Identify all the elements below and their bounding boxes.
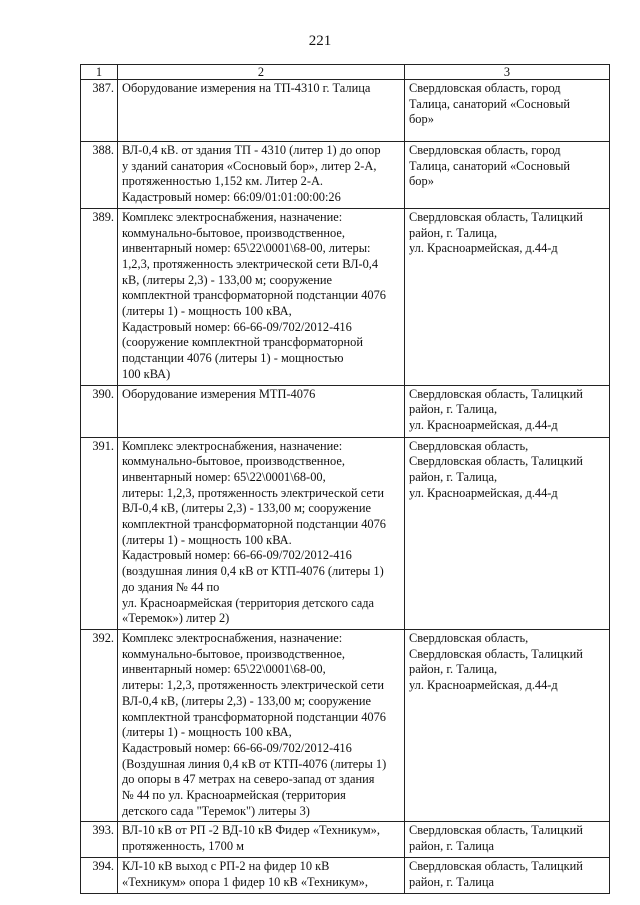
row-number: 387. bbox=[81, 80, 118, 142]
table-row bbox=[81, 629, 610, 821]
table-row bbox=[81, 80, 610, 142]
row-number: 394. bbox=[81, 857, 118, 893]
object-description: Комплекс электроснабжения, назначение: коммунально-бытовое, производственное, инвентарный номер: 65\22\0001\68-00, литеры: 1,2,3, протяженность электрической сети ВЛ-0,4 кВ, (литеры 2,3) - 133,00 м; сооружение комплектной трансформаторной подстанции 4076 (литеры 1) - мощность 100 кВА, Кадастровый номер: 66-66-09/702/2012-416 (сооружение комплектной трансформаторной подстанции 4076 (литеры 1) - мощностью 100 кВА) bbox=[118, 208, 405, 385]
row-number: 392. bbox=[81, 629, 118, 821]
page-number: 221 bbox=[308, 33, 332, 49]
table-row bbox=[81, 437, 610, 629]
object-description: КЛ-10 кВ выход с РП-2 на фидер 10 кВ «Техникум» опора 1 фидер 10 кВ «Техникум», bbox=[118, 857, 405, 893]
object-address: Свердловская область, город Талица, санаторий «Сосновый бор» bbox=[405, 142, 610, 209]
row-number: 393. bbox=[81, 822, 118, 857]
column-header-description: 2 bbox=[118, 65, 405, 80]
row-number: 390. bbox=[81, 385, 118, 437]
object-description: ВЛ-0,4 кВ. от здания ТП - 4310 (литер 1) до опор у зданий санатория «Сосновый бор», литер 2-А, протяженностью 1,152 км. Литер 2-А. Кадастровый номер: 66:09/01:01:00:00:26 bbox=[118, 142, 405, 209]
object-description: ВЛ-10 кВ от РП -2 ВД-10 кВ Фидер «Техникум», протяженность, 1700 м bbox=[118, 822, 405, 857]
object-description: Оборудование измерения на ТП-4310 г. Талица bbox=[118, 80, 405, 142]
column-header-address: 3 bbox=[405, 65, 610, 80]
row-number: 388. bbox=[81, 142, 118, 209]
object-address: Свердловская область, Талицкий район, г. Талица, ул. Красноармейская, д.44-д bbox=[405, 208, 610, 385]
table-row bbox=[81, 208, 610, 385]
row-number: 389. bbox=[81, 208, 118, 385]
object-description: Оборудование измерения МТП-4076 bbox=[118, 385, 405, 437]
object-address: Свердловская область, город Талица, санаторий «Сосновый бор» bbox=[405, 80, 610, 142]
object-address: Свердловская область, Талицкий район, г. Талица, ул. Красноармейская, д.44-д bbox=[405, 385, 610, 437]
table-row bbox=[81, 385, 610, 437]
column-header-number: 1 bbox=[81, 65, 118, 80]
object-address: Свердловская область, Свердловская область, Талицкий район, г. Талица, ул. Красноармейская, д.44-д bbox=[405, 629, 610, 821]
object-address: Свердловская область, Талицкий район, г. Талица bbox=[405, 822, 610, 857]
row-number: 391. bbox=[81, 437, 118, 629]
table-header-row bbox=[81, 65, 610, 80]
object-address: Свердловская область, Свердловская область, Талицкий район, г. Талица, ул. Красноармейская, д.44-д bbox=[405, 437, 610, 629]
object-description: Комплекс электроснабжения, назначение: коммунально-бытовое, производственное, инвентарный номер: 65\22\0001\68-00, литеры: 1,2,3, протяженность электрической сети ВЛ-0,4 кВ, (литеры 2,3) - 133,00 м; сооружение комплектной трансформаторной подстанции 4076 (литеры 1) - мощность 100 кВА, Кадастровый номер: 66-66-09/702/2012-416 (Воздушная линия 0,4 кВ от КТП-4076 (литеры 1) до опоры в 47 метрах на северо-запад от здания № 44 по ул. Красноармейская (территория детского сада "Теремок") литеры 3) bbox=[118, 629, 405, 821]
object-description: Комплекс электроснабжения, назначение: коммунально-бытовое, производственное, инвентарный номер: 65\22\0001\68-00, литеры: 1,2,3, протяженность электрической сети ВЛ-0,4 кВ, (литеры 2,3) - 133,00 м; сооружение комплектной трансформаторной подстанции 4076 (литеры 1) - мощность 100 кВА. Кадастровый номер: 66-66-09/702/2012-416 (воздушная линия 0,4 кВ от КТП-4076 (литеры 1) до здания № 44 по ул. Красноармейская (территория детского сада «Теремок») литер 2) bbox=[118, 437, 405, 629]
table-row bbox=[81, 822, 610, 857]
table-row bbox=[81, 857, 610, 893]
property-registry-table bbox=[80, 64, 610, 894]
object-address: Свердловская область, Талицкий район, г. Талица bbox=[405, 857, 610, 893]
table-row bbox=[81, 142, 610, 209]
